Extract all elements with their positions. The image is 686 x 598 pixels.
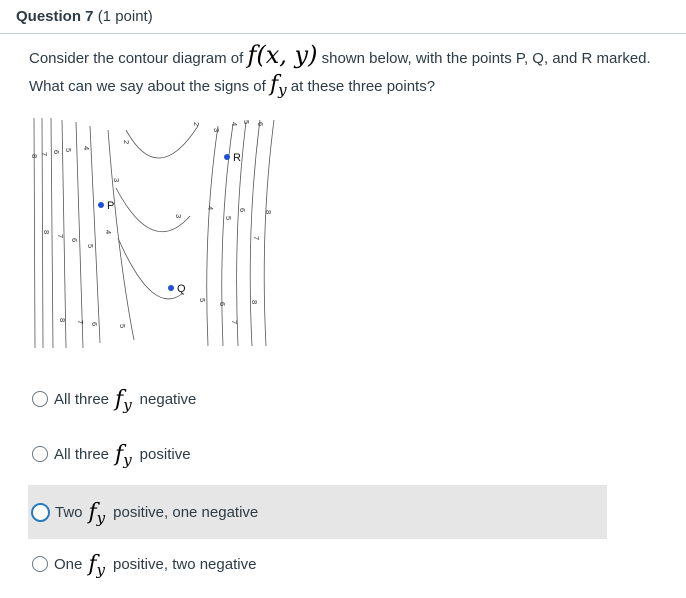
question-header [16, 8, 153, 25]
answer-text-post: positive [139, 445, 191, 463]
question-text [29, 42, 669, 100]
contour-diagram [28, 108, 288, 358]
point-p-label: P [107, 200, 115, 212]
answer-option-1[interactable] [28, 372, 607, 426]
question-label: Question 7 [16, 8, 94, 25]
point-p-marker [98, 202, 104, 208]
contour-line [34, 118, 35, 348]
contour-label: 3 [174, 214, 183, 219]
function-notation: f(x, y) [247, 41, 318, 69]
contour-label: 4 [82, 146, 91, 151]
answer-text-pre: All three [54, 390, 110, 408]
contour-label: 8 [30, 154, 39, 159]
contour-label: 8 [250, 300, 259, 305]
answer-option-2[interactable] [28, 427, 607, 481]
contour-label: 5 [118, 324, 127, 329]
contour-label: 4 [206, 206, 215, 211]
question-text-part3: at these three points? [290, 78, 436, 95]
point-r-label: R [233, 152, 241, 164]
contour-label: 5 [198, 298, 207, 303]
contour-label: 6 [90, 322, 99, 327]
contour-label: 5 [224, 216, 233, 221]
contour-label: 5 [86, 244, 95, 249]
point-r-marker [224, 154, 230, 160]
partial-derivative-notation: fy [115, 441, 132, 469]
contour-label: 6 [256, 122, 265, 127]
question-text-part1: Consider the contour diagram of [29, 50, 244, 67]
contour-label: 4 [104, 230, 113, 235]
point-q-marker [168, 285, 174, 291]
contour-label: 7 [56, 234, 65, 239]
contour-line [207, 126, 218, 346]
contour-label: 2 [192, 122, 201, 127]
contour-label: 2 [122, 140, 131, 145]
answer-text-pre: All three [54, 445, 110, 463]
answer-text-post: negative [139, 390, 197, 408]
partial-derivative-notation: fy [115, 386, 132, 414]
question-points: (1 point) [97, 8, 153, 25]
partial-derivative-notation: fy [88, 551, 105, 579]
contour-label: 7 [252, 236, 261, 241]
radio-button[interactable] [31, 503, 50, 522]
contour-label: 8 [264, 210, 273, 215]
answer-text-post: positive, one negative [113, 503, 259, 521]
contour-label: 4 [230, 122, 239, 127]
point-q-label: Q [177, 283, 186, 295]
contour-label: 6 [238, 208, 247, 213]
contour-label: 3 [212, 128, 221, 133]
contour-line [108, 130, 134, 340]
radio-button[interactable] [32, 391, 48, 407]
contour-label: 5 [242, 120, 251, 125]
contour-label: 8 [58, 318, 67, 323]
contour-label: 3 [112, 178, 121, 183]
radio-button[interactable] [32, 556, 48, 572]
partial-derivative-notation: fy [269, 72, 287, 99]
contour-line [116, 188, 190, 232]
answer-option-4[interactable] [28, 537, 607, 591]
partial-derivative-notation: fy [88, 499, 106, 527]
contour-line [250, 120, 260, 346]
contour-line [90, 126, 100, 343]
answer-text-post: positive, two negative [113, 555, 257, 573]
contour-line [264, 120, 274, 346]
contour-label: 7 [230, 320, 239, 325]
contour-label: 6 [70, 238, 79, 243]
contour-label: 6 [52, 150, 61, 155]
contour-line [126, 126, 198, 158]
radio-button[interactable] [32, 446, 48, 462]
answer-text-pre: One [54, 555, 83, 573]
question-text-part2: shown below, with the points P, Q, and R marked. What can we say about the signs of [29, 50, 651, 95]
header-divider [0, 33, 686, 34]
contour-label: 6 [218, 302, 227, 307]
contour-label: 7 [40, 152, 49, 157]
answer-text-pre: Two [55, 503, 83, 521]
contour-label: 8 [42, 230, 51, 235]
contour-line [76, 122, 83, 348]
answer-option-3[interactable] [28, 485, 607, 539]
contour-label: 5 [64, 148, 73, 153]
contour-label: 7 [76, 320, 85, 325]
